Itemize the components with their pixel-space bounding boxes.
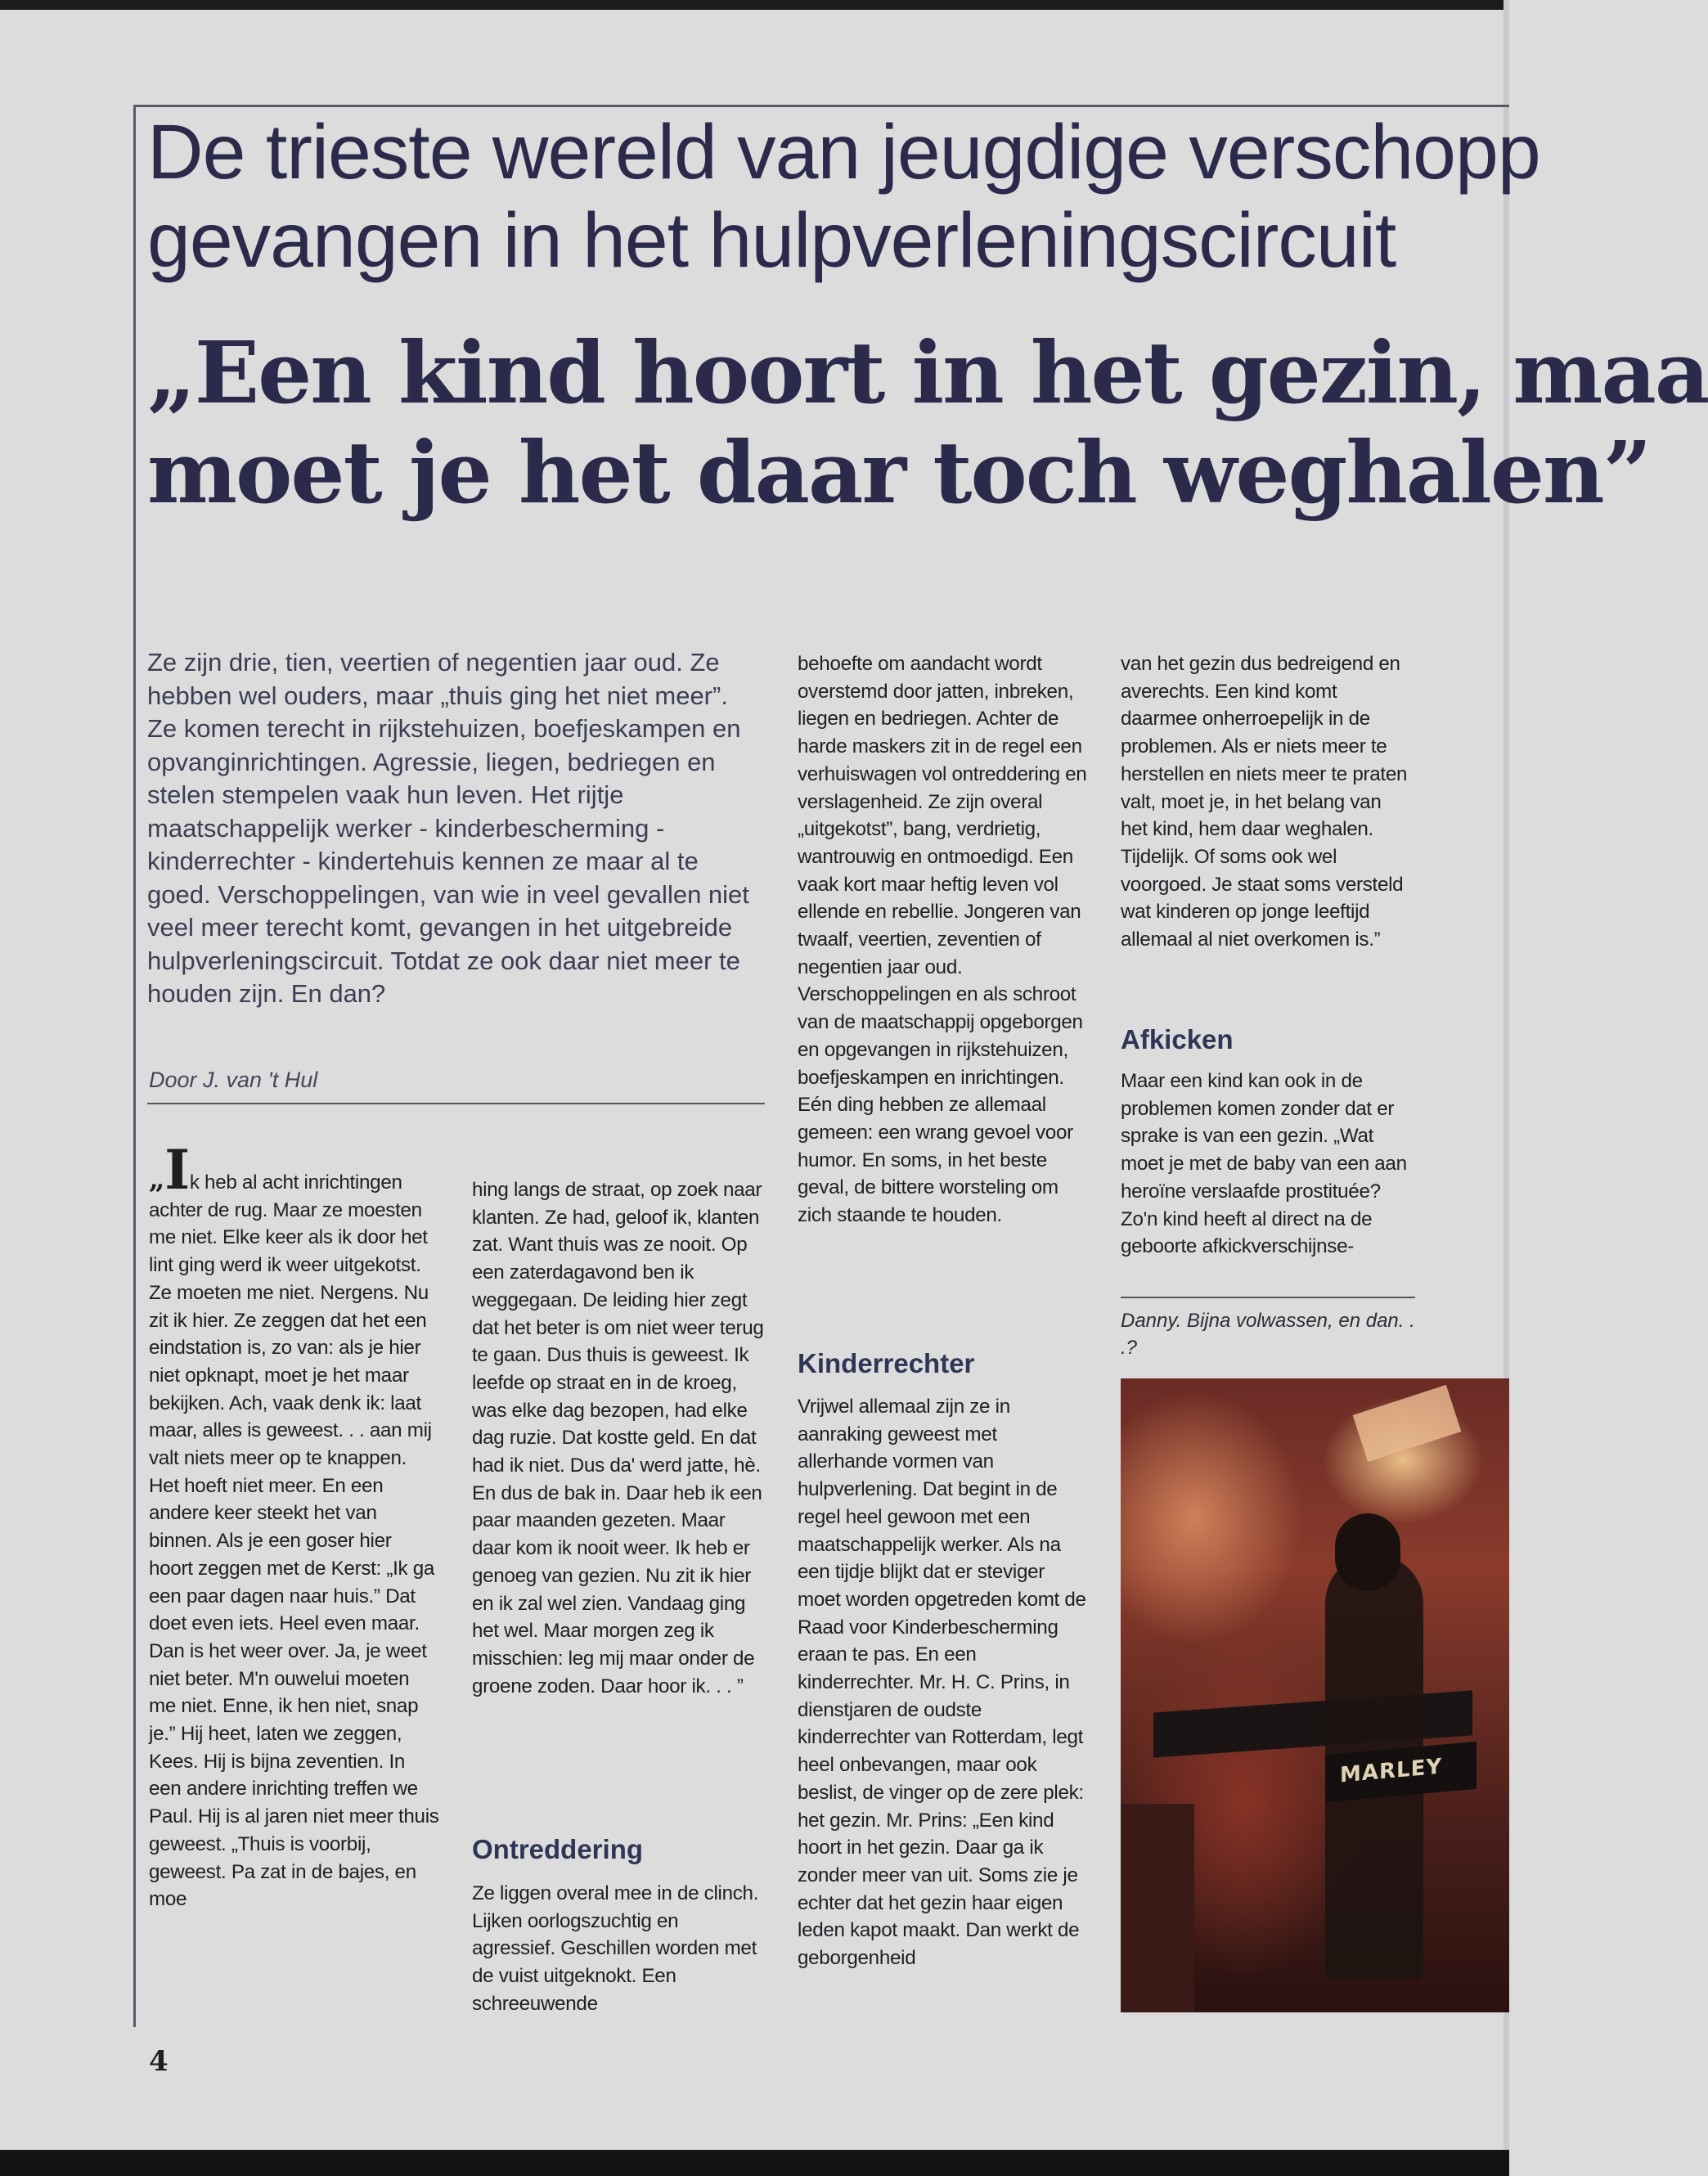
page-number: 4 [149,2045,169,2078]
caption-rule [1121,1297,1415,1298]
article-photo [1121,1378,1509,2012]
headline-line-1: De trieste wereld van jeugdige verschopp [147,109,1540,196]
photo-cabinet [1121,1804,1194,2012]
article-column-2-continued [472,1880,766,2018]
column-4-text-2: Maar een kind kan ook in de problemen komen zonder dat er sprake is van een gezin. „Wat moet je met de baby van een aan heroïne verslaafde prostituée? Zo'n kind heeft al direct na de geboorte afkickverschijnse- [1121,1070,1407,1258]
article-column-4 [1121,650,1411,954]
column-1-body: k heb al acht inrichtingen achter de rug. Maar ze moesten me niet. Elke keer als ik door het lint ging werd ik weer uitgekotst. Ze moeten me niet. Nergens. Nu zit ik hier. Ze zeggen dat het een eindstation is, zo van: als je hier niet opknapt, moet je het maar bekijken. Ach, vaak denk ik: laat maar, alles is geweest. . . aan mij valt niets meer op te knappen. Het hoeft niet meer. En een andere keer steekt het van binnen. Als je een goser hier hoort zeggen met de Kerst: „Ik ga een paar dagen naar huis.” Dat doet even iets. Heel even maar. Dan is het weer over. Ja, je weet niet beter. M'n ouwelui moeten me niet. Enne, ik hen niet, snap je.” Hij heet, laten we zeggen, Kees. Hij is bijna zeventien. In een andere inrichting treffen we Paul. Hij is al jaren niet meer thuis geweest. „Thuis is voorbij, geweest. Pa zat in de bajes, en moe [149,1171,439,1911]
photo-caption: Danny. Bijna volwassen, en dan. . .? [1121,1310,1415,1359]
intro-paragraph: Ze zijn drie, tien, veertien of negentien jaar oud. Ze hebben wel ouders, maar „thuis ging het niet meer”. Ze komen terecht in rijkstehuizen, boefjeskampen en opvanginrichtingen. Agressie, liegen, bedriegen en stelen stempelen vaak hun leven. Het rijtje maatschappelijk werker - kinderbescherming - kinderrechter - kindertehuis kennen ze maar al te goed. Verschoppelingen, van wie in veel gevallen niet veel meer terecht komt, gevangen in het uitgebreide hulpverleningscircuit. Totdat ze ook daar niet meer te houden zijn. En dan? [147,648,749,1008]
column-3-text-2: Vrijwel allemaal zijn ze in aanraking geweest met allerhande vormen van hulpverlening. Dat begint in de regel heel gewoon met een maatschappelijk werker. Als na een tijdje blijkt dat er steviger moet worden opgetreden komt de Raad voor Kinderbescherming eraan te pas. En een kinderrechter. Mr. H. C. Prins, in dienstjaren de oudste kinderrechter van Rotterdam, legt heel onbevangen, maar ook beslist, de vinger op de zere plek: het gezin. Mr. Prins: „Een kind hoort in het gezin. Daar ga ik zonder meer van uit. Soms zie je echter dat het gezin haar eigen leden kapot maakt. Dan werkt de geborgenheid [798,1396,1086,1970]
byline-rule [147,1103,765,1104]
photo-lamp [1353,1385,1462,1462]
column-3-text: behoefte om aandacht wordt overstemd door jatten, inbreken, liegen en bedriegen. Achter de harde maskers zit in de regel een verhuiswagen vol ontreddering en verslagenheid. Ze zijn overal „uitgekotst”, bang, verdrietig, wantrouwig en ontmoedigd. Een vaak kort maar heftig leven vol ellende en rebellie. Jongeren van twaalf, veertien, zeventien of negentien jaar oud. Verschoppelingen en als schroot van de maatschappij opgeborgen en opgevangen in rijkstehuizen, boefjeskampen en inrichtingen. Eén ding hebben ze allemaal gemeen: een wrang gevoel voor humor. En soms, in het beste geval, de bittere worsteling om zich staande te houden. [798,653,1087,1227]
opening-quote-mark: „ [149,1163,165,1196]
scan-bottom-border [0,2150,1509,2176]
article-column-4-continued [1121,1068,1415,1261]
header-frame-left [133,105,136,2027]
subhead-kinderrechter: Kinderrechter [798,1348,975,1378]
byline: Door J. van 't Hul [149,1068,318,1092]
column-4-text: van het gezin dus bedreigend en averechts. Een kind komt daarmee onherroepelijk in de problemen. Als er niets meer te herstellen en niets meer te praten valt, moet je, in het belang van het kind, hem daar weghalen. Tijdelijk. Of soms ook wel voorgoed. Je staat soms versteld wat kinderen op jonge leeftijd allemaal al niet overkomen is.” [1121,653,1408,951]
drop-cap: I [164,1138,190,1202]
subhead-ontreddering: Ontreddering [472,1834,644,1864]
poster-text: MARLEY [1340,1754,1443,1788]
headline [147,108,1538,285]
column-2-text-2: Ze liggen overal mee in de clinch. Lijken oorlogszuchtig en agressief. Geschillen worden met de vuist uitgeknokt. Een schreeuwende [472,1882,759,2015]
column-1-text [149,1138,439,1913]
quote-line-2: moet je het daar toch weghalen” [147,422,1651,523]
pull-quote-title [147,322,1708,523]
article-column-1 [149,1138,439,1913]
article-column-3 [798,650,1092,1230]
column-2-text: hing langs de straat, op zoek naar klanten. Ze had, geloof ik, klanten zat. Want thuis was ze nooit. Op een zaterdagavond ben ik weggegaan. De leiding hier zegt dat het beter is om niet weer terug te gaan. Dus thuis is geweest. Ik leefde op straat en in de kroeg, was elke dag bezopen, had elke dag ruzie. Dat kostte geld. En dat had ik niet. Dus da' werd jatte, hè. En dus de bak in. Daar heb ik een paar maanden gezeten. Maar daar kom ik nooit weer. Ik heb er genoeg van gezien. Nu zit ik hier en ik zal wel zien. Vandaag ging het wel. Maar morgen zeg ik misschien: leg mij maar onder de groene zoden. Daar hoor ik. . . ” [472,1179,764,1697]
headline-line-2: gevangen in het hulpverleningscircuit [147,197,1396,284]
photo-figure-head [1335,1513,1400,1591]
quote-line-1: „Een kind hoort in het gezin, maa [147,322,1708,423]
header-frame-top [133,105,1509,107]
article-column-2 [472,1176,766,1700]
article-column-3-continued [798,1393,1092,1972]
subhead-afkicken: Afkicken [1121,1024,1234,1054]
scan-top-border [0,0,1509,10]
